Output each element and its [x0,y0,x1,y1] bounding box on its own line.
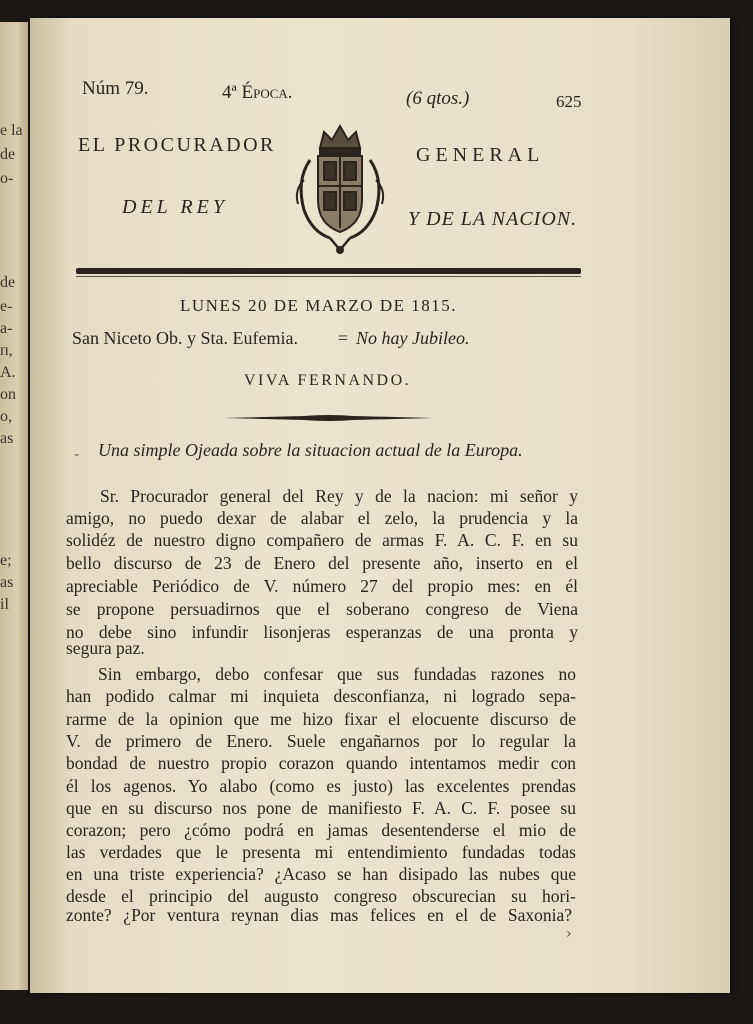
article-line: no debe sino infundir lisonjeras esperanzas de una pronta y [66,622,578,642]
left-page-fragment: on [0,386,16,403]
article-line: en una triste experiencia? ¿Acaso se han disipado las nubes que [66,864,576,884]
left-page-fragment: e- [0,298,13,315]
masthead-procurador: EL PROCURADOR [78,134,276,156]
left-page-fragment: a- [0,320,13,337]
article-line: Sin embargo, debo confesar que sus fundadas razones no [98,664,576,684]
masthead-rule-thick [76,268,581,274]
epoch-label: 4ª Época. [222,82,293,103]
article-line: rarme de la opinion que me hizo fixar el elocuente discurso de [66,709,576,729]
masthead-nacion: Y DE LA NACION. [408,208,578,230]
left-page-fragment: as [0,430,14,447]
article-line: se propone persuadirnos que el soberano congreso de Viena [66,599,578,619]
article-line: corazon; pero ¿cómo podrá en jamas desentenderse el mio de [66,820,576,840]
masthead-del-rey: DEL REY [122,196,228,218]
left-page-fragment: de [0,146,16,163]
article-line: que en su discurso nos pone de manifiesto F. A. C. F. posee su [66,798,576,818]
masthead-general: GENERAL [416,144,545,166]
margin-dash: - [74,444,80,463]
left-page-fragment: e; [0,552,12,569]
masthead-rule-thin [76,276,581,277]
article-line: bondad de nuestro propio corazon quando intentamos medir con [66,753,576,773]
left-page-fragment: o- [0,170,14,187]
left-page-fragment: п, [0,342,13,359]
article-line: solidéz de nuestro digno compañero de armas F. A. C. F. en su [66,530,578,550]
jubilee-note: No hay Jubileo. [356,328,470,348]
left-page-fragment: de [0,274,16,291]
article-line: él los agenos. Yo alabo (como es justo) las excelentes prendas [66,776,576,796]
royal-coat-of-arms-icon [290,120,390,256]
left-page-fragment: il [0,596,9,613]
catchword-mark: › [566,926,572,942]
article-line: desde el principio del augusto congreso obscurecian su hori- [66,886,576,906]
article-line: amigo, no puedo dexar de alabar el zelo, la prudencia y la [66,508,578,528]
issue-date: LUNES 20 DE MARZO DE 1815. [180,296,457,315]
article-line: zonte? ¿Por ventura reynan dias mas felices en el de Saxonia? [66,905,572,925]
left-facing-page [0,22,28,990]
article-heading: Una simple Ojeada sobre la situacion actual de la Europa. [98,440,523,460]
article-line: segura paz. [66,638,145,658]
price-label: (6 qtos.) [406,88,470,109]
ornamental-rule-icon [224,414,434,422]
article-line: las verdades que le presenta mi entendimiento fundadas todas [66,842,576,862]
article-line: apreciable Periódico de V. número 27 del propio mes: en él [66,576,578,596]
article-line: V. de primero de Enero. Suele engañarnos por lo regular la [66,731,576,751]
saints-of-day: San Niceto Ob. y Sta. Eufemia. [72,328,298,348]
page-number: 625 [556,92,582,111]
left-page-fragment: e la [0,122,23,139]
viva-fernando: VIVA FERNANDO. [244,372,412,389]
article-line: han podido calmar mi inquieta desconfianza, ni logrado sepa- [66,686,576,706]
left-page-fragment: as [0,574,14,591]
issue-number: Núm 79. [82,78,149,99]
article-line: Sr. Procurador general del Rey y de la nacion: mi señor y [100,486,578,506]
equals-sign: = [338,328,349,348]
left-page-fragment: o, [0,408,12,425]
article-line: bello discurso de 23 de Enero del presente año, inserto en el [66,553,578,573]
left-page-fragment: A. [0,364,16,381]
